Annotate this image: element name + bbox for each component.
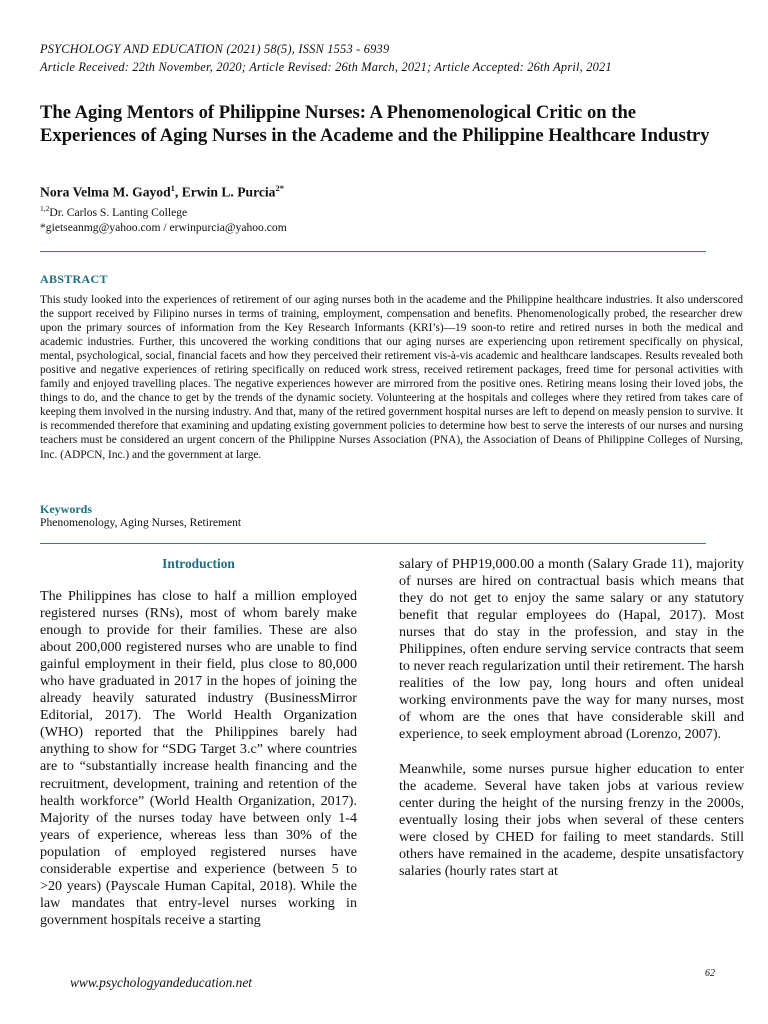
author-line bbox=[40, 183, 284, 201]
author-separator: , bbox=[174, 184, 182, 200]
journal-header bbox=[40, 42, 612, 75]
author-emails: *gietseanmg@yahoo.com / erwinpurcia@yahoo.com bbox=[40, 221, 287, 234]
affiliation-name: Dr. Carlos S. Lanting College bbox=[49, 205, 188, 219]
body-paragraph: salary of PHP19,000.00 a month (Salary Grade 11), majority of nurses are hired on contractual basis which means that they do not get to enjoy the same salary or any statutory benefit that regular employees do (Hapal, 2017). Most nurses that do stay in the profession, and stay in the Philippines, often endure serving service contracts that seem to never reach regularization until their retirement. The harsh realities of the low pay, long hours and often unideal working environments pave the way for many nurses, most of whom are the ones that have considerable skill and experience, to seek employment abroad (Lorenzo, 2007). bbox=[399, 556, 744, 743]
body-paragraph: The Philippines has close to half a million employed registered nurses (RNs), most of whom barely make enough to provide for their families. These are also about 200,000 registered nurses who are unable to find gainful employment in their field, plus close to 80,000 who have graduated in 2017 in the hopes of joining the already heavily saturated industry (BusinessMirror Editorial, 2017). The World Health Organization (WHO) reported that the Philippines barely had anything to show for “SDG Target 3.c” where countries are to “substantially increase health financing and the recruitment, development, training and retention of the health workforce” (World Health Organization, 2017). Majority of the nurses today have between only 1-4 years of experience, whereas less than 30% of the population of employed registered nurses have considerable expertise and experience (between 5 to >20 years) (Payscale Human Capital, 2018). While the law mandates that entry-level nurses working in government hospitals receive a starting bbox=[40, 588, 357, 928]
footer-url: www.psychologyandeducation.net bbox=[70, 975, 252, 990]
affiliation bbox=[40, 204, 187, 219]
author-superscript: 1 bbox=[170, 183, 175, 193]
keywords-text: Phenomenology, Aging Nurses, Retirement bbox=[40, 516, 242, 529]
author-superscript: 2* bbox=[275, 183, 284, 193]
abstract-text: This study looked into the experiences of retirement of our aging nurses both in the academe and the Philippine healthcare industries. It also underscored the support received by Filipino nurses in terms of training, employment, compensation and benefits. Phenomenologically probed, the researcher drew upon the primary sources of information from the Key Research Informants (KRI’s)—19 soon-to retire and retired nurses in both the medical and academic industries. Further, this uncovered the working conditions that our aging nurses are experiencing upon retirement specifically on physical, mental, psychological, social, financial facets and how they perceived their retirement vis-à-vis academic and healthcare landscapes. Results revealed both positive and negative experiences of retiring specifically on reduced work stress, received retirement packages, freed time for personal activities with family and enjoyed travelling places. The negative experiences however are mirrored from the positive ones. Retiring means losing their loved jobs, the things to do, and the chance to get by the trends of the dynamic society. Volunteering at the hospitals and colleges where they retired from takes care of keeping them involved in the nursing industry. And that, many of the retired government hospital nurses are left to depend on measly pension to survive. It is recommended therefore that examining and updating existing government policies to determine how best to serve the interests of our nurses and nursing teachers must be considered an urgent concern of the Philippine Nurses Association (PNA), the Association of Deans of Philippine Colleges of Nursing, Inc. (ADPCN, Inc.) and the government at large. bbox=[40, 294, 743, 461]
body-paragraph: Meanwhile, some nurses pursue higher education to enter the academe. Several have taken jobs at various review center during the height of the nursing frenzy in the 2000s, eventually losing their jobs when several of these centers were closed by CHED for failing to meet standards. Still others have remained in the academe, despite unsatisfactory salaries (hourly rates start at bbox=[399, 760, 744, 879]
abstract-heading: ABSTRACT bbox=[40, 272, 108, 286]
right-column bbox=[399, 556, 744, 880]
divider bbox=[40, 251, 706, 252]
author-name: Erwin L. Purcia bbox=[181, 184, 276, 200]
author-name: Nora Velma M. Gayod bbox=[40, 184, 171, 200]
journal-citation: PSYCHOLOGY AND EDUCATION (2021) 58(5), ISSN 1553 - 6939 bbox=[40, 42, 390, 56]
affiliation-superscript: 1,2 bbox=[40, 204, 50, 213]
article-dates: Article Received: 22th November, 2020; Article Revised: 26th March, 2021; Article Accepted: 26th April, 2021 bbox=[40, 60, 612, 74]
introduction-heading: Introduction bbox=[162, 556, 235, 571]
page-number: 62 bbox=[705, 968, 715, 979]
divider bbox=[40, 543, 706, 544]
keywords-heading: Keywords bbox=[40, 502, 92, 516]
left-column bbox=[40, 588, 357, 929]
paper-title: The Aging Mentors of Philippine Nurses: A Phenomenological Critic on the Experiences of Aging Nurses in the Academe and the Philippine Healthcare Industry bbox=[40, 102, 710, 146]
